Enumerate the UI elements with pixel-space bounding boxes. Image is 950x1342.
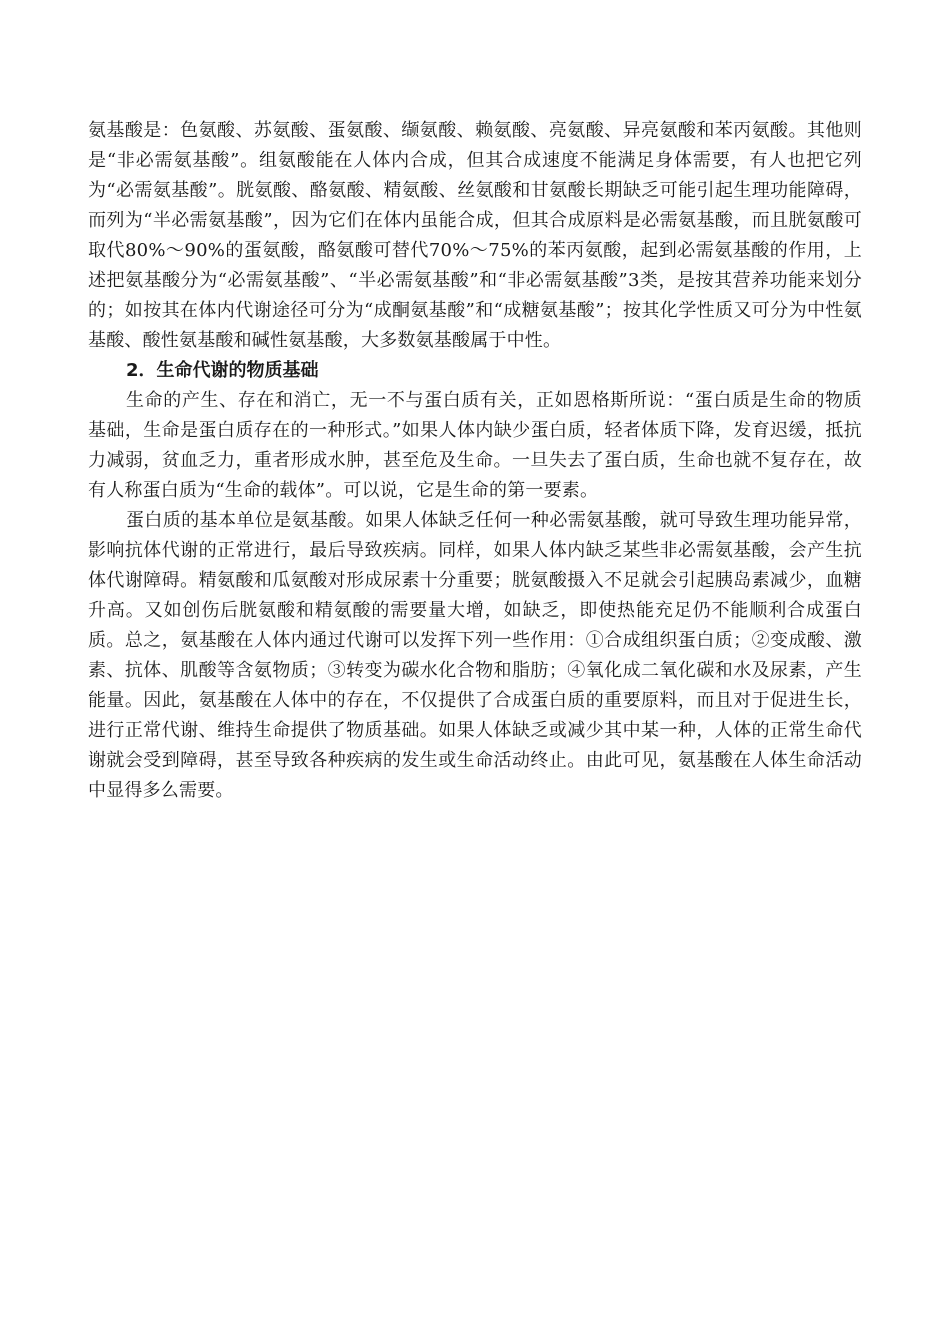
body-paragraph-3: 蛋白质的基本单位是氨基酸。如果人体缺乏任何一种必需氨基酸，就可导致生理功能异常，影响抗体代谢的正常进行，最后导致疾病。同样，如果人体内缺乏某些非必需氨基酸，会产生抗体代谢障碍。精氨酸和瓜氨酸对形成尿素十分重要；胱氨酸摄入不足就会引起胰岛素减少，血糖升高。又如创伤后胱氨酸和精氨酸的需要量大增，如缺乏，即使热能充足仍不能顺利合成蛋白质。总之，氨基酸在人体内通过代谢可以发挥下列一些作用：①合成组织蛋白质；②变成酸、激素、抗体、肌酸等含氨物质；③转变为碳水化合物和脂肪；④氧化成二氧化碳和水及尿素，产生能量。因此，氨基酸在人体中的存在，不仅提供了合成蛋白质的重要原料，而且对于促进生长，进行正常代谢、维持生命提供了物质基础。如果人体缺乏或减少其中某一种，人体的正常生命代谢就会受到障碍，甚至导致各种疾病的发生或生命活动终止。由此可见，氨基酸在人体生命活动中显得多么需要。 [88, 510, 862, 801]
section-heading: 2．生命代谢的物质基础 [126, 360, 319, 381]
body-paragraph-2: 生命的产生、存在和消亡，无一不与蛋白质有关，正如恩格斯所说：“蛋白质是生命的物质基础，生命是蛋白质存在的一种形式。”如果人体内缺少蛋白质，轻者体质下降，发育迟缓，抵抗力减弱，贫血乏力，重者形成水肿，甚至危及生命。一旦失去了蛋白质，生命也就不复存在，故有人称蛋白质为“生命的载体”。可以说，它是生命的第一要素。 [88, 390, 862, 501]
body-paragraph-1: 氨基酸是：色氨酸、苏氨酸、蛋氨酸、缬氨酸、赖氨酸、亮氨酸、异亮氨酸和苯丙氨酸。其他则是“非必需氨基酸”。组氨酸能在人体内合成，但其合成速度不能满足身体需要，有人也把它列为“必需氨基酸”。胱氨酸、酪氨酸、精氨酸、丝氨酸和甘氨酸长期缺乏可能引起生理功能障碍，而列为“半必需氨基酸”，因为它们在体内虽能合成，但其合成原料是必需氨基酸，而且胱氨酸可取代80%～90%的蛋氨酸，酪氨酸可替代70%～75%的苯丙氨酸，起到必需氨基酸的作用，上述把氨基酸分为“必需氨基酸”、“半必需氨基酸”和“非必需氨基酸”3类，是按其营养功能来划分的；如按其在体内代谢途径可分为“成酮氨基酸”和“成糖氨基酸”；按其化学性质又可分为中性氨基酸、酸性氨基酸和碱性氨基酸，大多数氨基酸属于中性。 [88, 120, 862, 351]
document-page [88, 116, 862, 806]
